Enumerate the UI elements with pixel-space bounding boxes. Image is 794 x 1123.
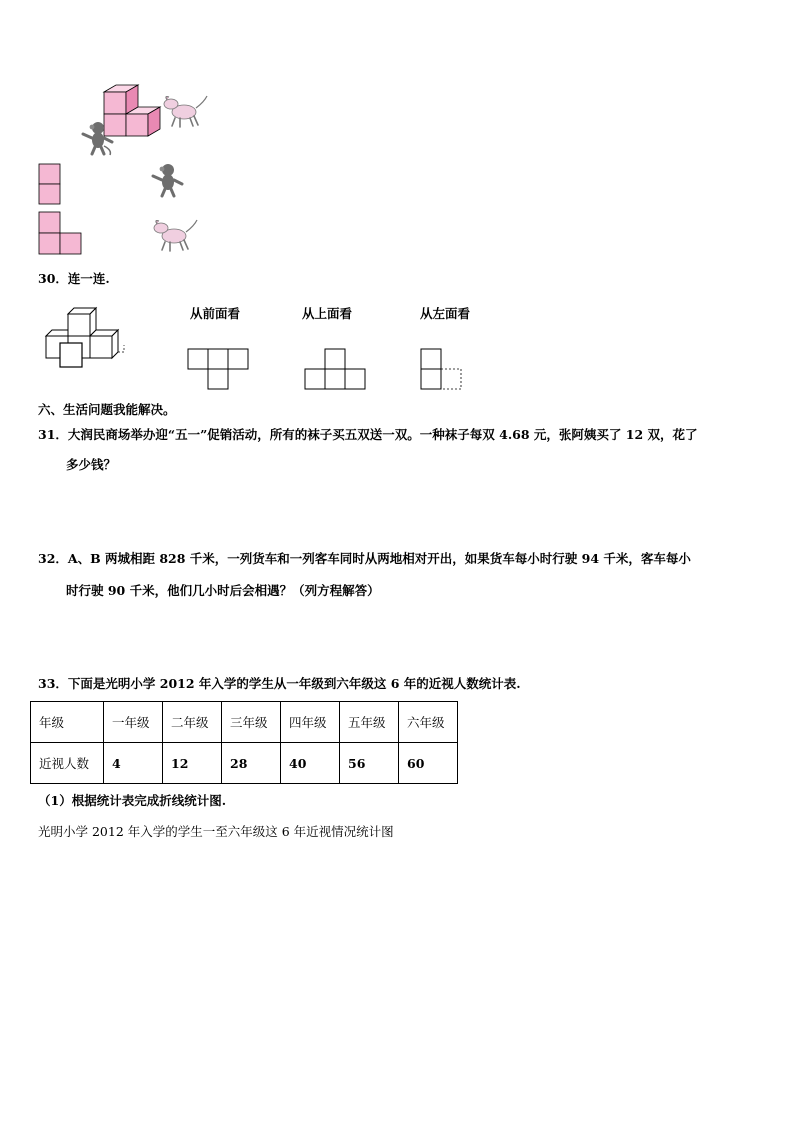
table-cell: 四年级 <box>281 702 340 743</box>
table-cell: 六年级 <box>399 702 458 743</box>
table-row <box>31 743 458 784</box>
dog-option-icon <box>150 218 200 254</box>
view-shape-l <box>38 211 84 257</box>
q32-line2: 时行驶 90 千米，他们几小时后会相遇？（列方程解答） <box>66 583 380 598</box>
view-label-top: 从上面看 <box>302 306 353 321</box>
view-option-l-shape <box>420 348 466 392</box>
table-cell: 三年级 <box>222 702 281 743</box>
table-cell: 60 <box>399 743 458 784</box>
view-option-inverted-t-shape <box>304 348 368 392</box>
table-cell: 56 <box>340 743 399 784</box>
q32-line1: 32．A、B 两城相距 828 千米，一列货车和一列客车同时从两地相对开出，如果货车每小时行驶 94 千米，客车每小 <box>38 551 691 566</box>
myopia-stats-table <box>30 701 458 784</box>
table-cell: 40 <box>281 743 340 784</box>
table-cell: 近视人数 <box>31 743 104 784</box>
q33-sub1: （1）根据统计表完成折线统计图. <box>38 793 227 808</box>
view-option-t-shape <box>187 348 251 392</box>
section6-heading: 六、生活问题我能解决。 <box>38 402 176 417</box>
q31-line2: 多少钱？ <box>66 457 117 472</box>
q30-title: 30．连一连. <box>38 271 110 286</box>
table-cell: 28 <box>222 743 281 784</box>
q31-line1: 31．大润民商场举办迎“五一”促销活动，所有的袜子买五双送一双。一种袜子每双 4.68 元，张阿姨买了 12 双，花了 <box>38 427 698 442</box>
view-shape-vertical <box>38 163 62 207</box>
table-header-row <box>31 702 458 743</box>
dog-icon <box>160 94 210 130</box>
q33-chart-title: 光明小学 2012 年入学的学生一至六年级这 6 年近视情况统计图 <box>38 824 394 839</box>
table-cell: 五年级 <box>340 702 399 743</box>
view-label-left: 从左面看 <box>420 306 471 321</box>
monkey-option-icon <box>150 162 186 198</box>
table-cell: 4 <box>104 743 163 784</box>
view-label-front: 从前面看 <box>190 306 241 321</box>
monkey-icon <box>80 120 116 156</box>
table-cell: 年级 <box>31 702 104 743</box>
q30-solid-figure <box>42 305 130 371</box>
table-cell: 二年级 <box>163 702 222 743</box>
table-cell: 12 <box>163 743 222 784</box>
q33-intro: 33．下面是光明小学 2012 年入学的学生从一年级到六年级这 6 年的近视人数统计表. <box>38 676 521 691</box>
table-cell: 一年级 <box>104 702 163 743</box>
